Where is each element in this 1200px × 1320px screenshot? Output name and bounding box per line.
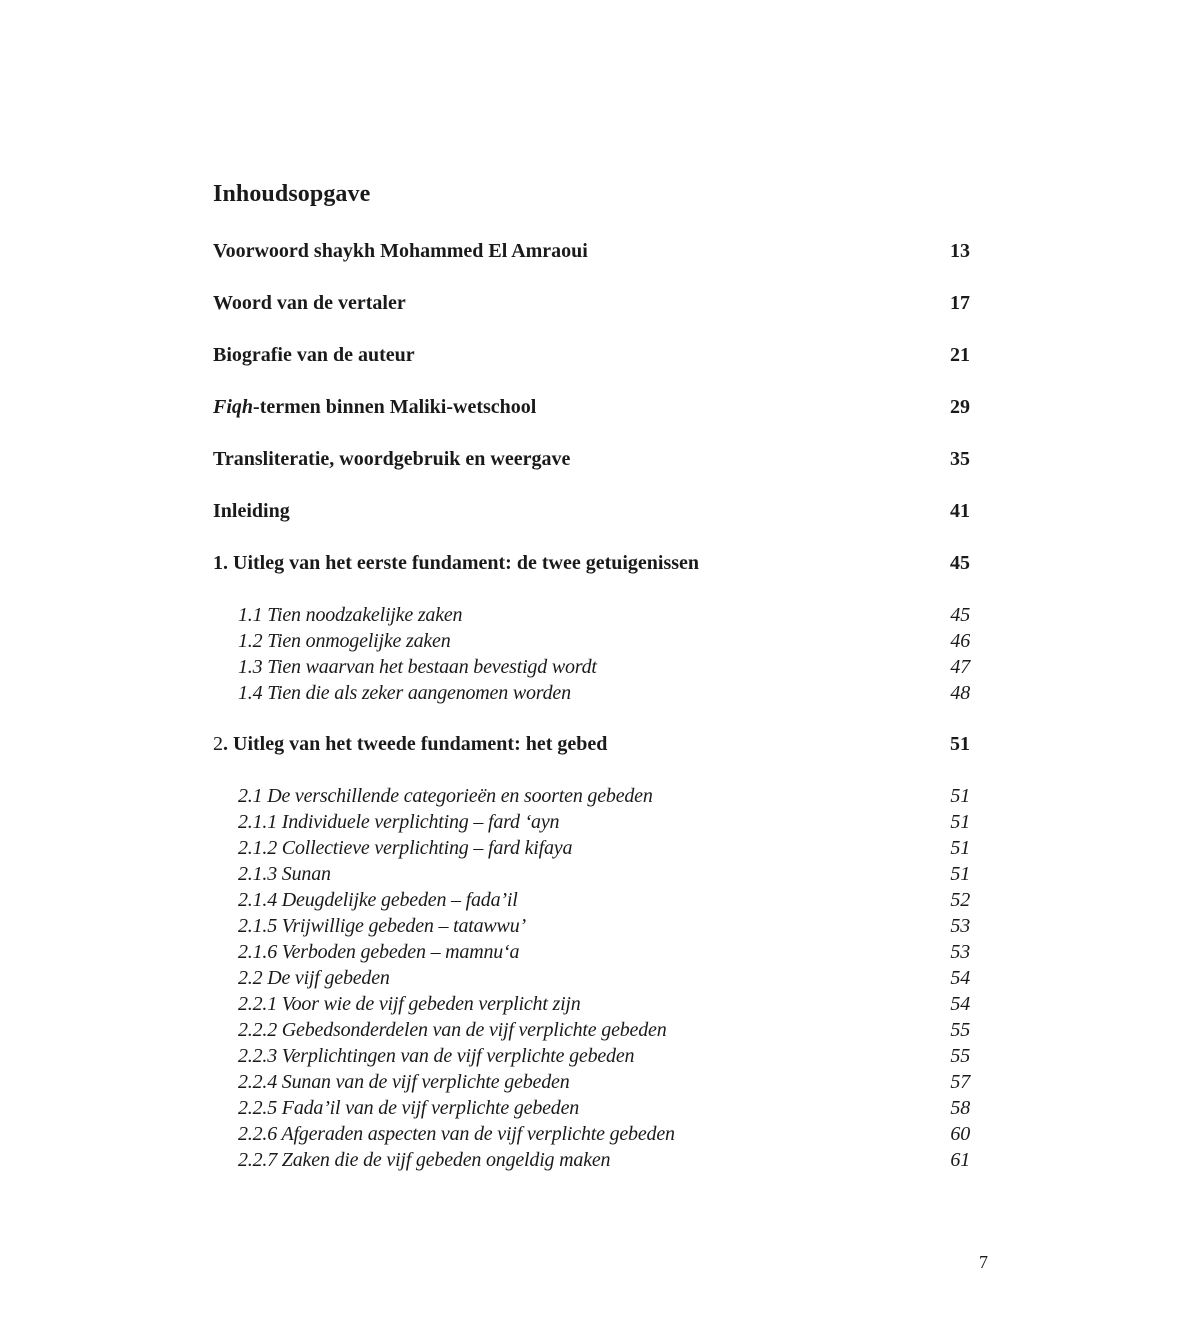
toc-subentry[interactable] (238, 1120, 970, 1148)
toc-subentry-label: 2.1.1 Individuele verplichting – fard ‘ayn (238, 811, 560, 833)
toc-subentry-label: 2.2.7 Zaken die de vijf gebeden ongeldig maken (238, 1149, 611, 1171)
toc-entry-label: Woord van de vertaler (213, 292, 406, 314)
toc-subentry[interactable] (238, 627, 970, 655)
toc-entry-label: Inleiding (213, 500, 290, 522)
toc-entry-page: 51 (950, 733, 970, 755)
toc-subentry[interactable] (238, 601, 970, 629)
toc-subentry-page: 47 (950, 656, 970, 678)
toc-entry-biografie[interactable] (213, 341, 970, 369)
toc-entry-transliteratie[interactable] (213, 445, 970, 473)
toc-entry-chapter-2[interactable] (213, 730, 970, 758)
toc-subentry-page: 60 (950, 1123, 970, 1145)
toc-subentry-page: 51 (950, 863, 970, 885)
toc-subentry[interactable] (238, 1016, 970, 1044)
toc-subentry[interactable] (238, 679, 970, 707)
toc-entry-page: 41 (950, 500, 970, 522)
toc-subentry[interactable] (238, 782, 970, 810)
toc-entry-label (213, 393, 536, 421)
toc-subentry-page: 53 (950, 941, 970, 963)
toc-subentry[interactable] (238, 1094, 970, 1122)
toc-entry-page: 13 (950, 240, 970, 262)
toc-entry-chapter-1[interactable] (213, 549, 970, 577)
toc-entry-label-rest: -termen binnen Maliki-wetschool (253, 396, 537, 418)
toc-subentry-page: 57 (950, 1071, 970, 1093)
toc-subentry-label: 1.2 Tien onmogelijke zaken (238, 630, 451, 652)
toc-subentry-label: 2.1.6 Verboden gebeden – mamnu‘a (238, 941, 520, 963)
toc-subentry-page: 53 (950, 915, 970, 937)
toc-subentry-page: 51 (950, 837, 970, 859)
toc-subentry[interactable] (238, 964, 970, 992)
toc-subentry-label: 2.1.3 Sunan (238, 863, 331, 885)
toc-entry-page: 45 (950, 552, 970, 574)
toc-entry-page: 35 (950, 448, 970, 470)
toc-subentry[interactable] (238, 1146, 970, 1174)
toc-entry-label: Transliteratie, woordgebruik en weergave (213, 448, 571, 470)
toc-entry-page: 29 (950, 396, 970, 418)
page-number: 7 (979, 1252, 988, 1272)
toc-subentry-page: 51 (950, 811, 970, 833)
toc-entry-label: 1. Uitleg van het eerste fundament: de twee getuigenissen (213, 552, 700, 574)
toc-subentry-label: 2.1.2 Collectieve verplichting – fard kifaya (238, 837, 573, 859)
toc-subentry-label: 2.2.6 Afgeraden aspecten van de vijf verplichte gebeden (238, 1123, 675, 1145)
toc-subentry-label: 2.2.3 Verplichtingen van de vijf verplichte gebeden (238, 1045, 635, 1067)
toc-entry-voorwoord[interactable] (213, 237, 970, 265)
toc-subentry-label: 2.2.1 Voor wie de vijf gebeden verplicht zijn (238, 993, 581, 1015)
toc-entry-label-number: 2 (213, 733, 223, 755)
toc-subentry-page: 55 (950, 1045, 970, 1067)
toc-subentry-page: 45 (950, 604, 970, 626)
toc-subentry-label: 1.1 Tien noodzakelijke zaken (238, 604, 463, 626)
toc-subentry[interactable] (238, 938, 970, 966)
toc-subentry-label: 2.2.5 Fada’il van de vijf verplichte gebeden (238, 1097, 580, 1119)
toc-subentry-label: 1.3 Tien waarvan het bestaan bevestigd wordt (238, 656, 597, 678)
toc-subentry[interactable] (238, 1068, 970, 1096)
toc-subentry-label: 2.2 De vijf gebeden (238, 967, 390, 989)
toc-subentry-label: 2.1.4 Deugdelijke gebeden – fada’il (238, 889, 518, 911)
toc-subentry-page: 52 (950, 889, 970, 911)
toc-subentry[interactable] (238, 808, 970, 836)
toc-subentry-page: 55 (950, 1019, 970, 1041)
toc-subentry[interactable] (238, 834, 970, 862)
toc-entry-label-italic: Fiqh (213, 396, 254, 418)
toc-subentry-label: 1.4 Tien die als zeker aangenomen worden (238, 682, 571, 704)
toc-subentry-label: 2.2.2 Gebedsonderdelen van de vijf verplichte gebeden (238, 1019, 667, 1041)
toc-entry-page: 17 (950, 292, 970, 314)
toc-subentry-label: 2.1.5 Vrijwillige gebeden – tatawwu’ (238, 915, 526, 937)
toc-subentry[interactable] (238, 886, 970, 914)
toc-entry-label: Voorwoord shaykh Mohammed El Amraoui (213, 240, 588, 262)
toc-entry-page: 21 (950, 344, 970, 366)
toc-subentry[interactable] (238, 912, 970, 940)
toc-entry-inleiding[interactable] (213, 497, 970, 525)
toc-subentry[interactable] (238, 653, 970, 681)
toc-subentry-page: 58 (950, 1097, 970, 1119)
toc-subentry[interactable] (238, 860, 970, 888)
toc-entry-woord-vertaler[interactable] (213, 289, 970, 317)
toc-subentry[interactable] (238, 990, 970, 1018)
toc-entry-label (213, 730, 607, 758)
toc-subentry-page: 46 (950, 630, 970, 652)
toc-entry-fiqh-termen[interactable] (213, 393, 970, 421)
toc-entry-label: Biografie van de auteur (213, 344, 415, 366)
toc-subentry-page: 54 (950, 967, 970, 989)
page-title: Inhoudsopgave (213, 181, 371, 207)
toc-subentry-label: 2.2.4 Sunan van de vijf verplichte gebeden (238, 1071, 570, 1093)
toc-subentry-label: 2.1 De verschillende categorieën en soorten gebeden (238, 785, 653, 807)
toc-subentry-page: 51 (950, 785, 970, 807)
toc-subentry[interactable] (238, 1042, 970, 1070)
toc-subentry-page: 61 (950, 1149, 970, 1171)
toc-subentry-page: 48 (950, 682, 970, 704)
toc-subentry-page: 54 (950, 993, 970, 1015)
toc-entry-label-rest: . Uitleg van het tweede fundament: het gebed (223, 733, 608, 755)
